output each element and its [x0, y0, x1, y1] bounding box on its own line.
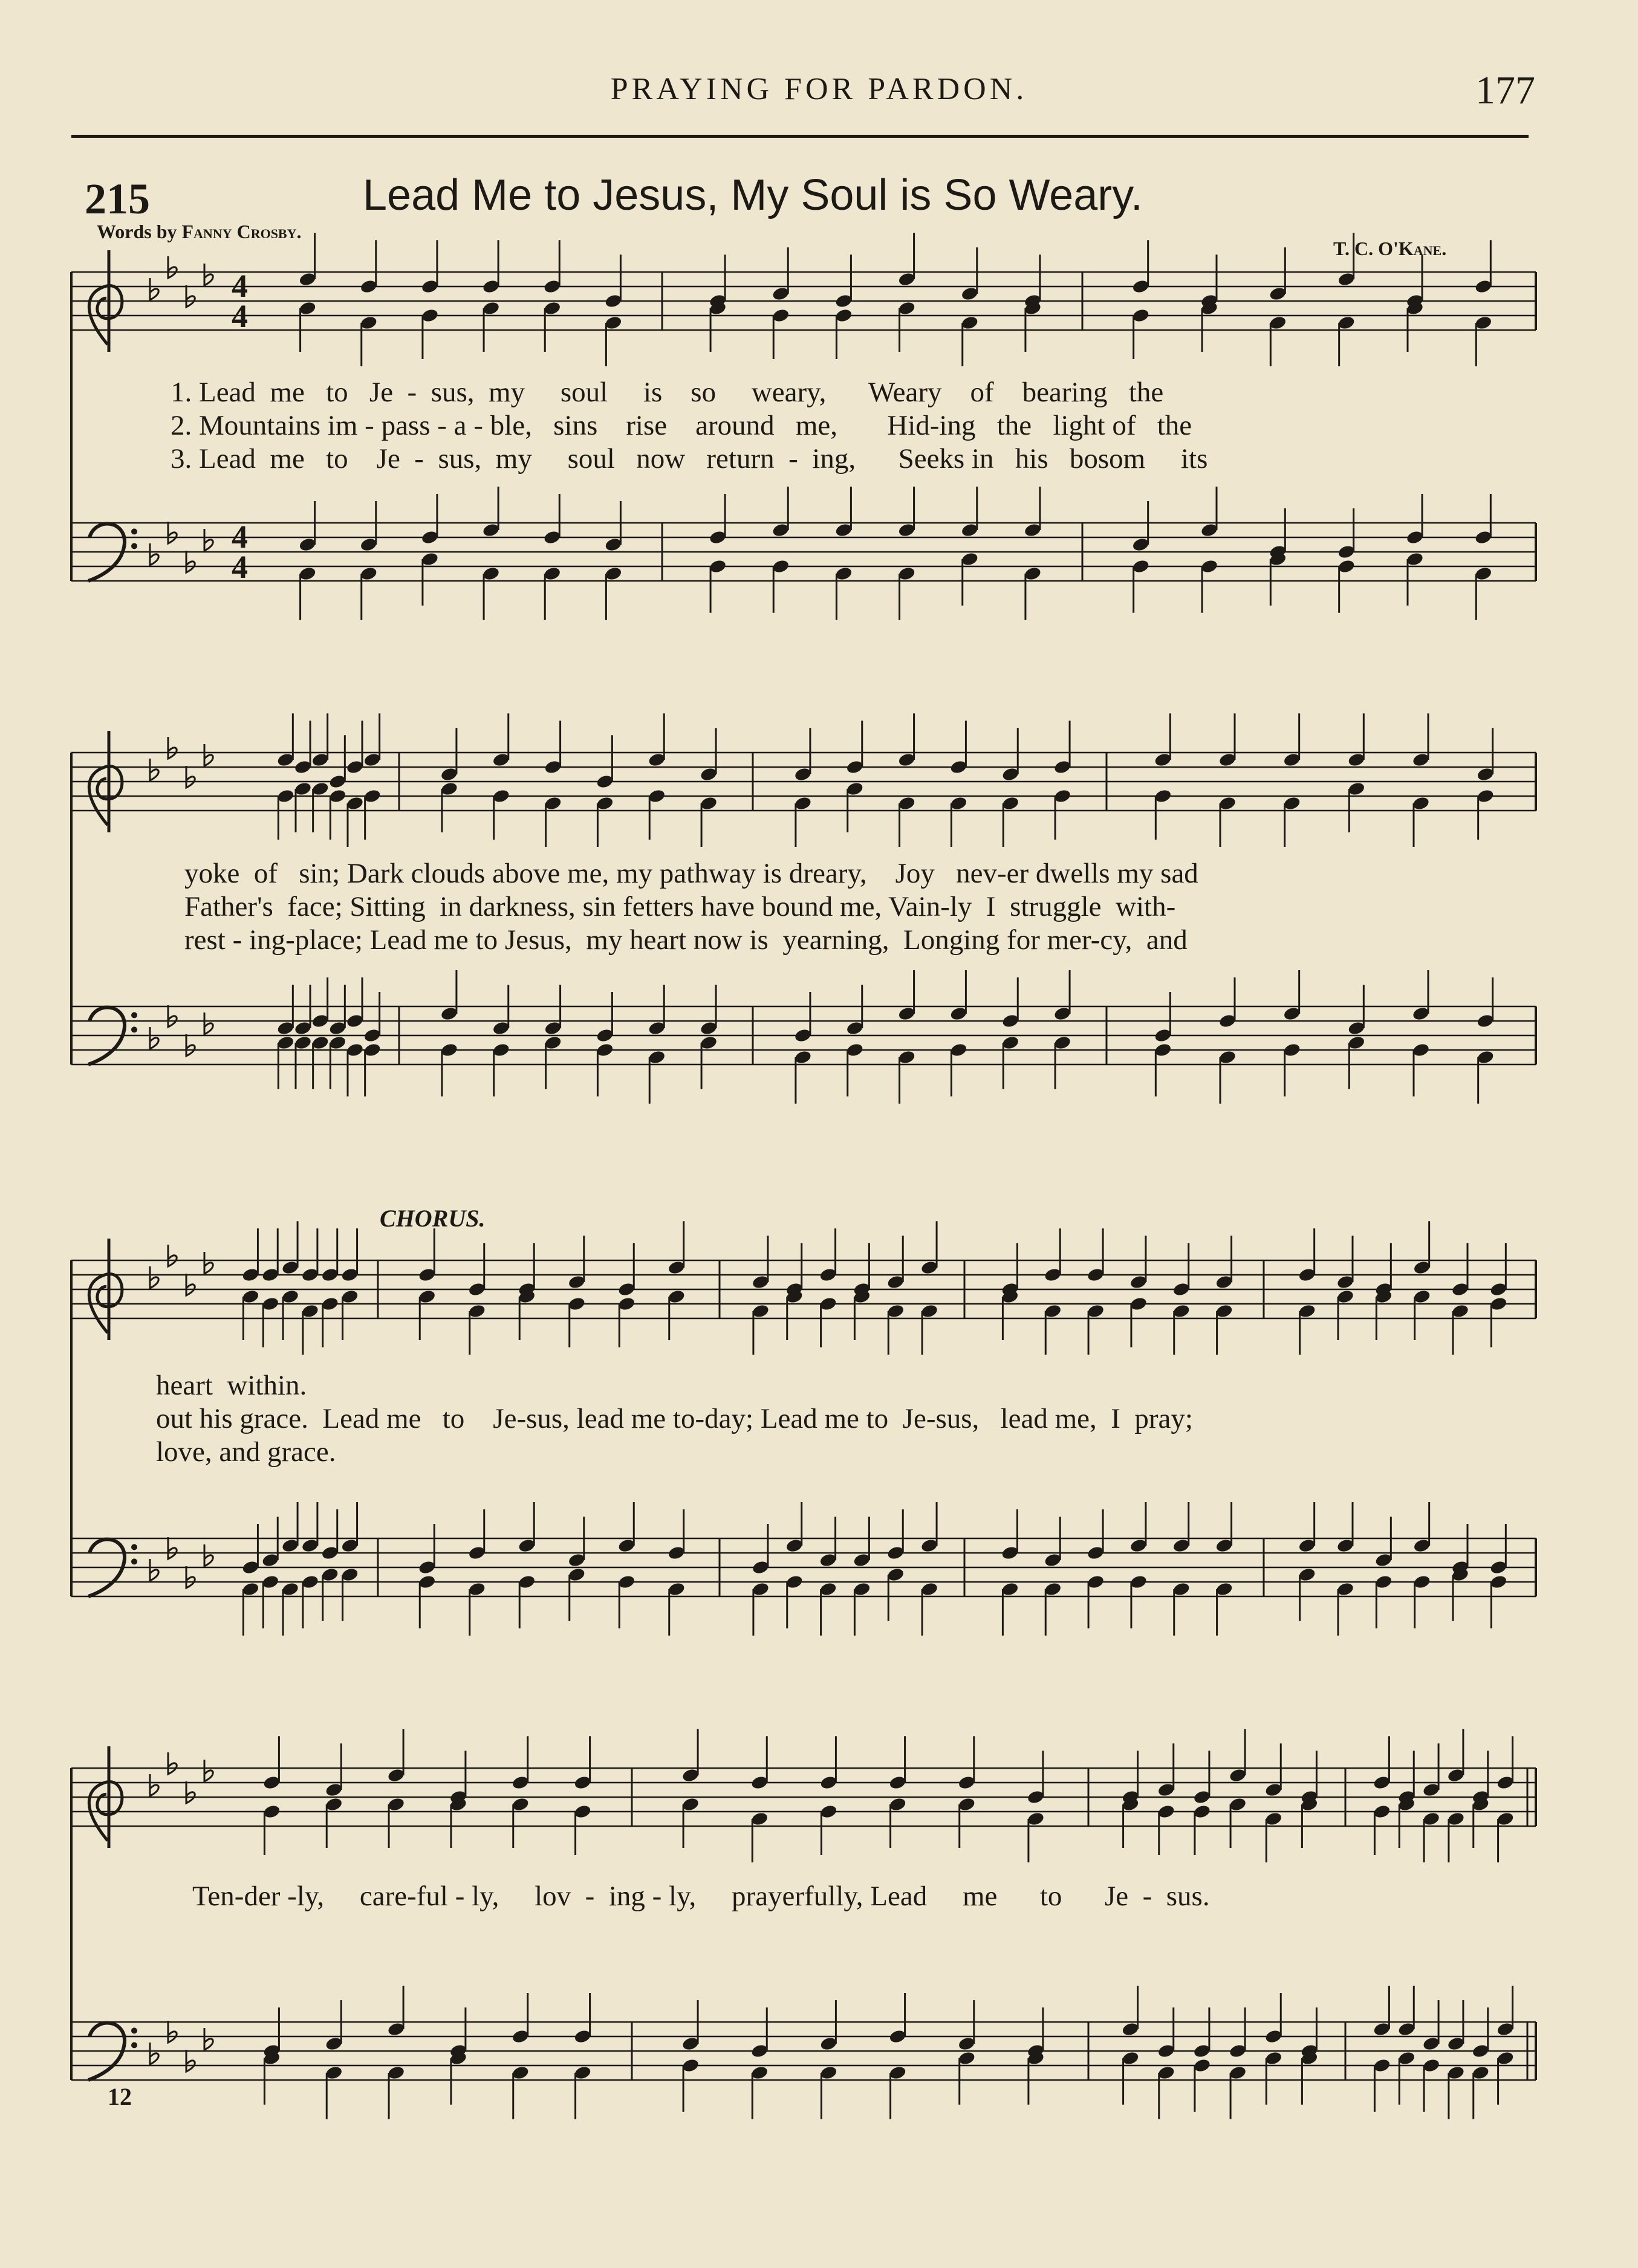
bass-clef-dot	[131, 543, 137, 549]
flat-sign	[204, 744, 213, 766]
flat-sign	[204, 2028, 213, 2050]
lyric-line-s3-v3: love, and grace.	[156, 1436, 336, 1468]
lyric-line-s2-v3: rest - ing-place; Lead me to Jesus, my heart now is yearning, Longing for mer-cy, and	[184, 924, 1188, 956]
time-signature-top: 4	[232, 267, 248, 304]
hymn-number: 215	[85, 175, 150, 223]
flat-sign	[204, 529, 213, 551]
lyric-line-s1-v2: 2. Mountains im - pass - a - ble, sins rise around me, Hid-ing the light of the	[171, 410, 1192, 441]
flat-sign	[150, 1266, 158, 1288]
time-signature-bottom: 4	[232, 298, 248, 335]
flat-sign	[150, 543, 158, 565]
flat-sign	[186, 551, 195, 572]
lyric-line-s2-v2: Father's face; Sitting in darkness, sin fetters have bound me, Vain-ly I struggle with-	[184, 891, 1176, 922]
lyric-line-s4-v1: Ten-der -ly, care-ful - ly, lov - ing - ly, prayerfully, Lead me to Je - sus.	[192, 1881, 1210, 1912]
flat-sign	[186, 766, 195, 788]
flat-sign	[204, 1252, 213, 1274]
flat-sign	[150, 2043, 158, 2064]
bass-clef-dot	[131, 1558, 137, 1564]
flat-sign	[150, 759, 158, 780]
bass-clef-dot	[131, 528, 137, 534]
flat-sign	[204, 1012, 213, 1034]
flat-sign	[186, 1781, 195, 1803]
flat-sign	[150, 1027, 158, 1049]
bass-clef-dot	[131, 2027, 137, 2033]
footer-signature-mark: 12	[108, 2083, 132, 2110]
flat-sign	[204, 1544, 213, 1566]
bass-clef-dot	[131, 1544, 137, 1550]
lyric-line-s3-v2: out his grace. Lead me to Je-sus, lead me to-day; Lead me to Je-sus, lead me, I pray;	[156, 1403, 1193, 1434]
time-signature-top: 4	[232, 518, 248, 555]
words-credit-author: Fanny Crosby.	[181, 221, 302, 242]
flat-sign	[186, 2050, 195, 2072]
lyric-line-s1-v1: 1. Lead me to Je - sus, my soul is so weary, Weary of bearing the	[171, 377, 1164, 408]
time-signature-bottom: 4	[232, 549, 248, 586]
bass-clef-dot	[131, 1026, 137, 1032]
flat-sign	[204, 264, 213, 285]
flat-sign	[168, 1005, 177, 1027]
music-credit: T. C. O'Kane.	[1333, 238, 1447, 259]
words-credit-prefix: Words by	[97, 221, 182, 242]
bass-clef-dot	[131, 2042, 137, 2048]
flat-sign	[168, 522, 177, 543]
lyric-line-s3-v1: heart within.	[156, 1370, 307, 1401]
flat-sign	[168, 1752, 177, 1774]
running-head: PRAYING FOR PARDON.	[610, 72, 1028, 106]
flat-sign	[186, 1566, 195, 1588]
flat-sign	[186, 1274, 195, 1295]
flat-sign	[168, 256, 177, 278]
chorus-label: CHORUS.	[380, 1205, 486, 1232]
bass-clef-dot	[131, 1012, 137, 1018]
flat-sign	[168, 737, 177, 759]
flat-sign	[186, 1034, 195, 1056]
flat-sign	[150, 1774, 158, 1796]
flat-sign	[168, 1245, 177, 1266]
hymn-title: Lead Me to Jesus, My Soul is So Weary.	[363, 171, 1143, 219]
lyric-line-s2-v1: yoke of sin; Dark clouds above me, my pathway is dreary, Joy nev-er dwells my sad	[184, 858, 1198, 889]
flat-sign	[168, 2021, 177, 2043]
flat-sign	[204, 1760, 213, 1781]
flat-sign	[186, 285, 195, 307]
flat-sign	[150, 1559, 158, 1581]
flat-sign	[168, 1537, 177, 1559]
flat-sign	[150, 278, 158, 300]
lyric-line-s1-v3: 3. Lead me to Je - sus, my soul now return - ing, Seeks in his bosom its	[171, 443, 1208, 475]
page-number: 177	[1475, 68, 1535, 112]
